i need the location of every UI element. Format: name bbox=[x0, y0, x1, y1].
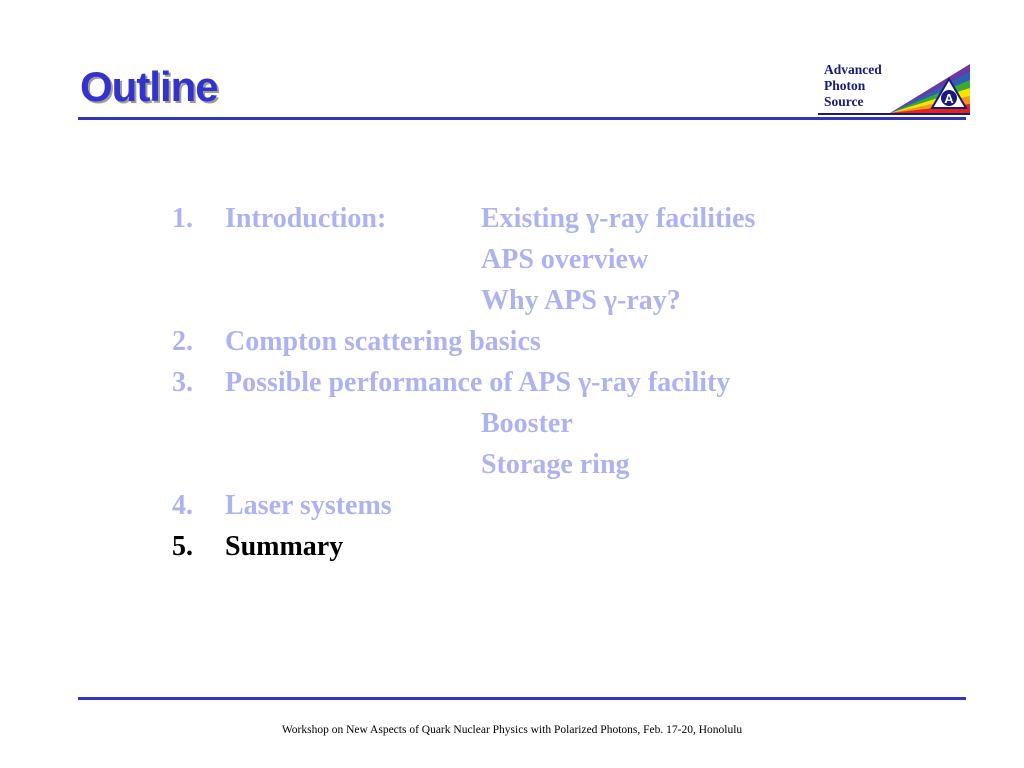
item-label: Summary bbox=[225, 531, 344, 562]
logo-line-3: Source bbox=[824, 94, 864, 109]
item-subtopic: Why APS γ-ray? bbox=[481, 285, 681, 316]
slide-title: Outline bbox=[80, 63, 218, 110]
item-subtopic: Existing γ-ray facilities bbox=[481, 203, 756, 234]
footer-divider bbox=[78, 697, 966, 700]
item-label: Possible performance of APS γ-ray facility bbox=[225, 367, 731, 398]
item-label: Laser systems bbox=[225, 490, 392, 521]
item-number: 4. bbox=[172, 490, 193, 521]
logo-wordmark bbox=[824, 62, 882, 110]
logo-line-1: Advanced bbox=[824, 62, 882, 77]
item-subtopic: Storage ring bbox=[481, 449, 630, 480]
item-label: Introduction: bbox=[225, 203, 387, 234]
item-subtopic: APS overview bbox=[481, 244, 649, 275]
header-divider bbox=[78, 117, 966, 120]
logo-line-2: Photon bbox=[824, 78, 866, 93]
item-number: 3. bbox=[172, 367, 193, 398]
item-label: Compton scattering basics bbox=[225, 326, 541, 357]
footer-text: Workshop on New Aspects of Quark Nuclear Physics with Polarized Photons, Feb. 17-20, Honolulu bbox=[281, 724, 743, 736]
item-subtopic: Booster bbox=[481, 408, 573, 439]
logo-glyph: A bbox=[944, 91, 954, 106]
item-number: 5. bbox=[172, 531, 193, 562]
item-number: 2. bbox=[172, 326, 193, 357]
item-number: 1. bbox=[172, 203, 193, 234]
